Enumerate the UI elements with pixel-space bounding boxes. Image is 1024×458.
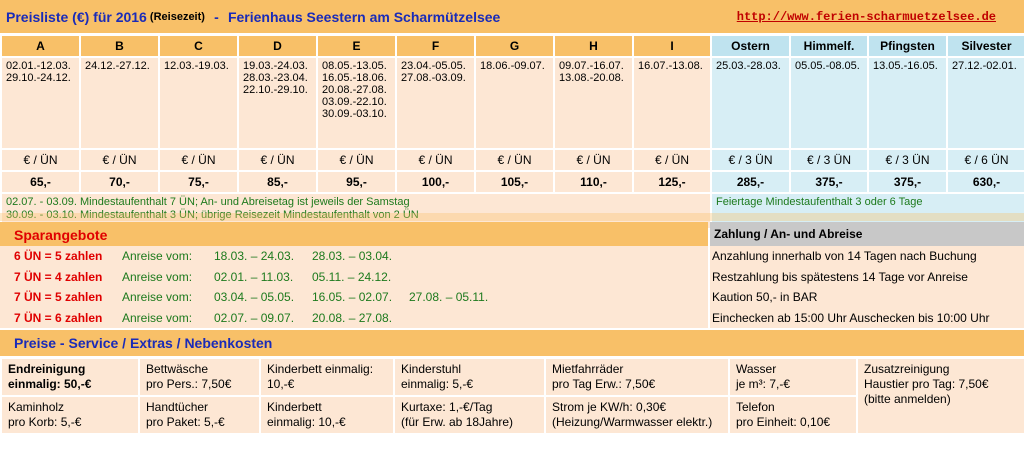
service-price: 10,-€ <box>267 377 295 391</box>
price-unit: € / 3 ÜN <box>711 149 790 171</box>
date-range: 24.12.-27.12. <box>85 60 150 72</box>
season-header: D <box>238 35 317 57</box>
season-dates <box>1 57 80 149</box>
service-name: Bettwäsche <box>146 362 209 376</box>
price-value: 375,- <box>790 171 868 193</box>
service-name: Handtücher <box>146 400 209 414</box>
title-bar <box>0 0 1024 33</box>
price-value: 65,- <box>1 171 80 193</box>
price-unit: € / ÜN <box>554 149 633 171</box>
season-dates <box>633 57 711 149</box>
offer-row <box>0 246 708 267</box>
price-value: 95,- <box>317 171 396 193</box>
season-header: E <box>317 35 396 57</box>
season-header: G <box>475 35 554 57</box>
service-price: pro Tag Erw.: 7,50€ <box>552 377 656 391</box>
service-name: Strom je KW/h: 0,30€ <box>552 400 667 414</box>
price-value-row <box>1 171 1024 193</box>
season-header: I <box>633 35 711 57</box>
service-name: Kaminholz <box>8 400 65 414</box>
service-name: Telefon <box>736 400 775 414</box>
offer-row <box>0 267 708 288</box>
date-range: 13.08.-20.08. <box>559 72 624 84</box>
price-unit: € / ÜN <box>633 149 711 171</box>
service-name: Wasser <box>736 362 777 376</box>
service-cell <box>260 396 394 434</box>
services-row <box>1 358 1024 396</box>
price-unit: € / ÜN <box>317 149 396 171</box>
date-range: 02.01.-12.03. <box>6 60 71 72</box>
service-cell <box>1 396 139 434</box>
date-range: 22.10.-29.10. <box>243 84 308 96</box>
arrival-label: Anreise vom: <box>122 310 193 325</box>
travel-time-note: (Reisezeit) <box>149 10 205 23</box>
service-cell <box>394 396 545 434</box>
payment-line: Einchecken ab 15:00 Uhr Auschecken bis 10:00 Uhr <box>712 310 990 325</box>
holiday-dates <box>868 57 947 149</box>
holiday-header: Ostern <box>711 35 790 57</box>
price-value: 75,- <box>159 171 238 193</box>
holiday-home-name: Ferienhaus Seestern am Scharmützelsee <box>227 8 501 25</box>
holiday-dates <box>790 57 868 149</box>
service-price: (für Erw. ab 18Jahre) <box>401 415 514 429</box>
service-price: einmalig: 10,-€ <box>267 415 346 429</box>
season-header: F <box>396 35 475 57</box>
service-price: einmalig: 50,-€ <box>8 377 92 391</box>
offer-period: 28.03. – 03.04. <box>312 249 393 263</box>
season-dates <box>159 57 238 149</box>
services-bar <box>0 330 1024 356</box>
service-price: Haustier pro Tag: 7,50€ <box>864 377 989 391</box>
service-name: Kinderbett <box>267 400 322 414</box>
service-cell <box>260 358 394 396</box>
payment-panel <box>710 222 1024 328</box>
offer-row <box>0 308 708 329</box>
season-header-row <box>1 35 1024 57</box>
season-header: H <box>554 35 633 57</box>
season-dates <box>80 57 159 149</box>
date-range: 13.05.-16.05. <box>873 60 938 72</box>
price-value: 375,- <box>868 171 947 193</box>
price-list-title: Preisliste (€) für 2016 <box>6 8 147 25</box>
service-cell <box>729 358 857 396</box>
holiday-dates <box>711 57 790 149</box>
service-name: Kurtaxe: 1,-€/Tag <box>401 400 493 414</box>
service-price: pro Korb: 5,-€ <box>8 415 82 429</box>
price-table <box>0 34 1024 230</box>
season-dates <box>396 57 475 149</box>
holiday-header: Pfingsten <box>868 35 947 57</box>
date-range: 12.03.-19.03. <box>164 60 229 72</box>
offer-period: 16.05. – 02.07. <box>312 290 393 304</box>
date-range: 23.04.-05.05. <box>401 60 466 72</box>
service-price: einmalig: 5,-€ <box>401 377 474 391</box>
offer-period: 20.08. – 27.08. <box>312 310 393 325</box>
price-unit: € / 6 ÜN <box>947 149 1024 171</box>
date-range: 27.08.-03.09. <box>401 72 466 84</box>
date-range: 27.12.-02.01. <box>952 60 1017 72</box>
price-value: 125,- <box>633 171 711 193</box>
price-value: 110,- <box>554 171 633 193</box>
offer-period: 02.01. – 11.03. <box>214 269 294 284</box>
service-cell <box>729 396 857 434</box>
offer-period: 18.03. – 24.03. <box>214 249 295 263</box>
service-cell <box>139 396 260 434</box>
service-price: pro Einheit: 0,10€ <box>736 415 831 429</box>
payment-line: Restzahlung bis spätestens 14 Tage vor Anreise <box>712 269 968 284</box>
price-unit: € / ÜN <box>80 149 159 171</box>
service-cell <box>1 358 139 396</box>
service-price: pro Pers.: 7,50€ <box>146 377 232 391</box>
offer-label: 7 ÜN = 4 zahlen <box>14 269 103 284</box>
special-offers-panel <box>0 222 708 328</box>
season-dates <box>238 57 317 149</box>
price-value: 70,- <box>80 171 159 193</box>
section-divider <box>0 213 1024 221</box>
price-unit: € / ÜN <box>475 149 554 171</box>
service-name: Endreinigung <box>8 362 86 376</box>
date-range: 08.05.-13.05. <box>322 60 387 72</box>
offer-period: 03.04. – 05.05. <box>214 290 295 304</box>
service-name: Zusatzreinigung <box>864 362 950 376</box>
price-value: 285,- <box>711 171 790 193</box>
date-range: 29.10.-24.12. <box>6 72 71 84</box>
service-note: (bitte anmelden) <box>864 392 951 406</box>
offer-label: 6 ÜN = 5 zahlen <box>14 249 103 263</box>
date-range: 16.07.-13.08. <box>638 60 703 72</box>
holiday-header: Silvester <box>947 35 1024 57</box>
season-header: B <box>80 35 159 57</box>
date-range: 20.08.-27.08. <box>322 84 387 96</box>
service-cell <box>545 396 729 434</box>
date-range: 05.05.-08.05. <box>795 60 860 72</box>
date-range: 30.09.-03.10. <box>322 108 387 120</box>
price-value: 100,- <box>396 171 475 193</box>
season-dates-row <box>1 57 1024 149</box>
date-range: 19.03.-24.03. <box>243 60 308 72</box>
payment-line: Kaution 50,- in BAR <box>712 290 818 304</box>
price-unit: € / ÜN <box>1 149 80 171</box>
season-dates <box>554 57 633 149</box>
date-range: 25.03.-28.03. <box>716 60 781 72</box>
season-header: C <box>159 35 238 57</box>
payment-title: Zahlung / An- und Abreise <box>710 222 1024 246</box>
special-offers-title: Sparangebote <box>0 222 708 246</box>
services-title: Preise - Service / Extras / Nebenkosten <box>14 335 273 351</box>
price-unit: € / 3 ÜN <box>790 149 868 171</box>
holiday-stay-note: Feiertage Mindestaufenthalt 3 oder 6 Tage <box>711 193 1024 229</box>
payment-line: Anzahlung innerhalb von 14 Tagen nach Buchung <box>712 249 977 263</box>
service-price: (Heizung/Warmwasser elektr.) <box>552 415 713 429</box>
arrival-label: Anreise vom: <box>122 290 193 304</box>
service-name: Kinderstuhl <box>401 362 462 376</box>
service-cell <box>545 358 729 396</box>
price-unit: € / ÜN <box>159 149 238 171</box>
season-dates <box>475 57 554 149</box>
service-price: pro Paket: 5,-€ <box>146 415 225 429</box>
website-link[interactable]: http://www.ferien-scharmuetzelsee.de <box>736 10 996 24</box>
holiday-dates <box>947 57 1024 149</box>
season-dates <box>317 57 396 149</box>
price-value: 630,- <box>947 171 1024 193</box>
price-value: 105,- <box>475 171 554 193</box>
price-unit: € / ÜN <box>396 149 475 171</box>
price-value: 85,- <box>238 171 317 193</box>
title-separator: - <box>214 8 219 25</box>
minimum-stay-note: 30.09. - 03.10. Mindestaufenthalt 3 ÜN; übrige Reisezeit Mindestaufenthalt von 2 ÜN <box>6 209 419 221</box>
price-unit-row <box>1 149 1024 171</box>
date-range: 18.06.-09.07. <box>480 60 545 72</box>
holiday-header: Himmelf. <box>790 35 868 57</box>
service-name: Mietfahrräder <box>552 362 624 376</box>
service-cell <box>857 358 1024 434</box>
service-cell <box>139 358 260 396</box>
service-name: Kinderbett einmalig: <box>267 362 374 376</box>
date-range: 28.03.-23.04. <box>243 72 308 84</box>
offer-label: 7 ÜN = 6 zahlen <box>14 310 103 325</box>
services-table <box>0 357 1024 435</box>
offer-label: 7 ÜN = 5 zahlen <box>14 290 103 304</box>
minimum-stay-note: 02.07. - 03.09. Mindestaufenthalt 7 ÜN; An- und Abreisetag ist jeweils der Samstag <box>6 196 410 208</box>
offer-period: 02.07. – 09.07. <box>214 310 295 325</box>
service-price: je m³: 7,-€ <box>736 377 791 391</box>
offer-period: 27.08. – 05.11. <box>409 290 489 304</box>
arrival-label: Anreise vom: <box>122 269 193 284</box>
offer-period: 05.11. – 24.12. <box>312 269 392 284</box>
date-range: 09.07.-16.07. <box>559 60 624 72</box>
season-header: A <box>1 35 80 57</box>
price-unit: € / ÜN <box>238 149 317 171</box>
price-unit: € / 3 ÜN <box>868 149 947 171</box>
service-cell <box>394 358 545 396</box>
offer-row <box>0 287 708 308</box>
arrival-label: Anreise vom: <box>122 249 193 263</box>
date-range: 16.05.-18.06. <box>322 72 387 84</box>
date-range: 03.09.-22.10. <box>322 96 387 108</box>
